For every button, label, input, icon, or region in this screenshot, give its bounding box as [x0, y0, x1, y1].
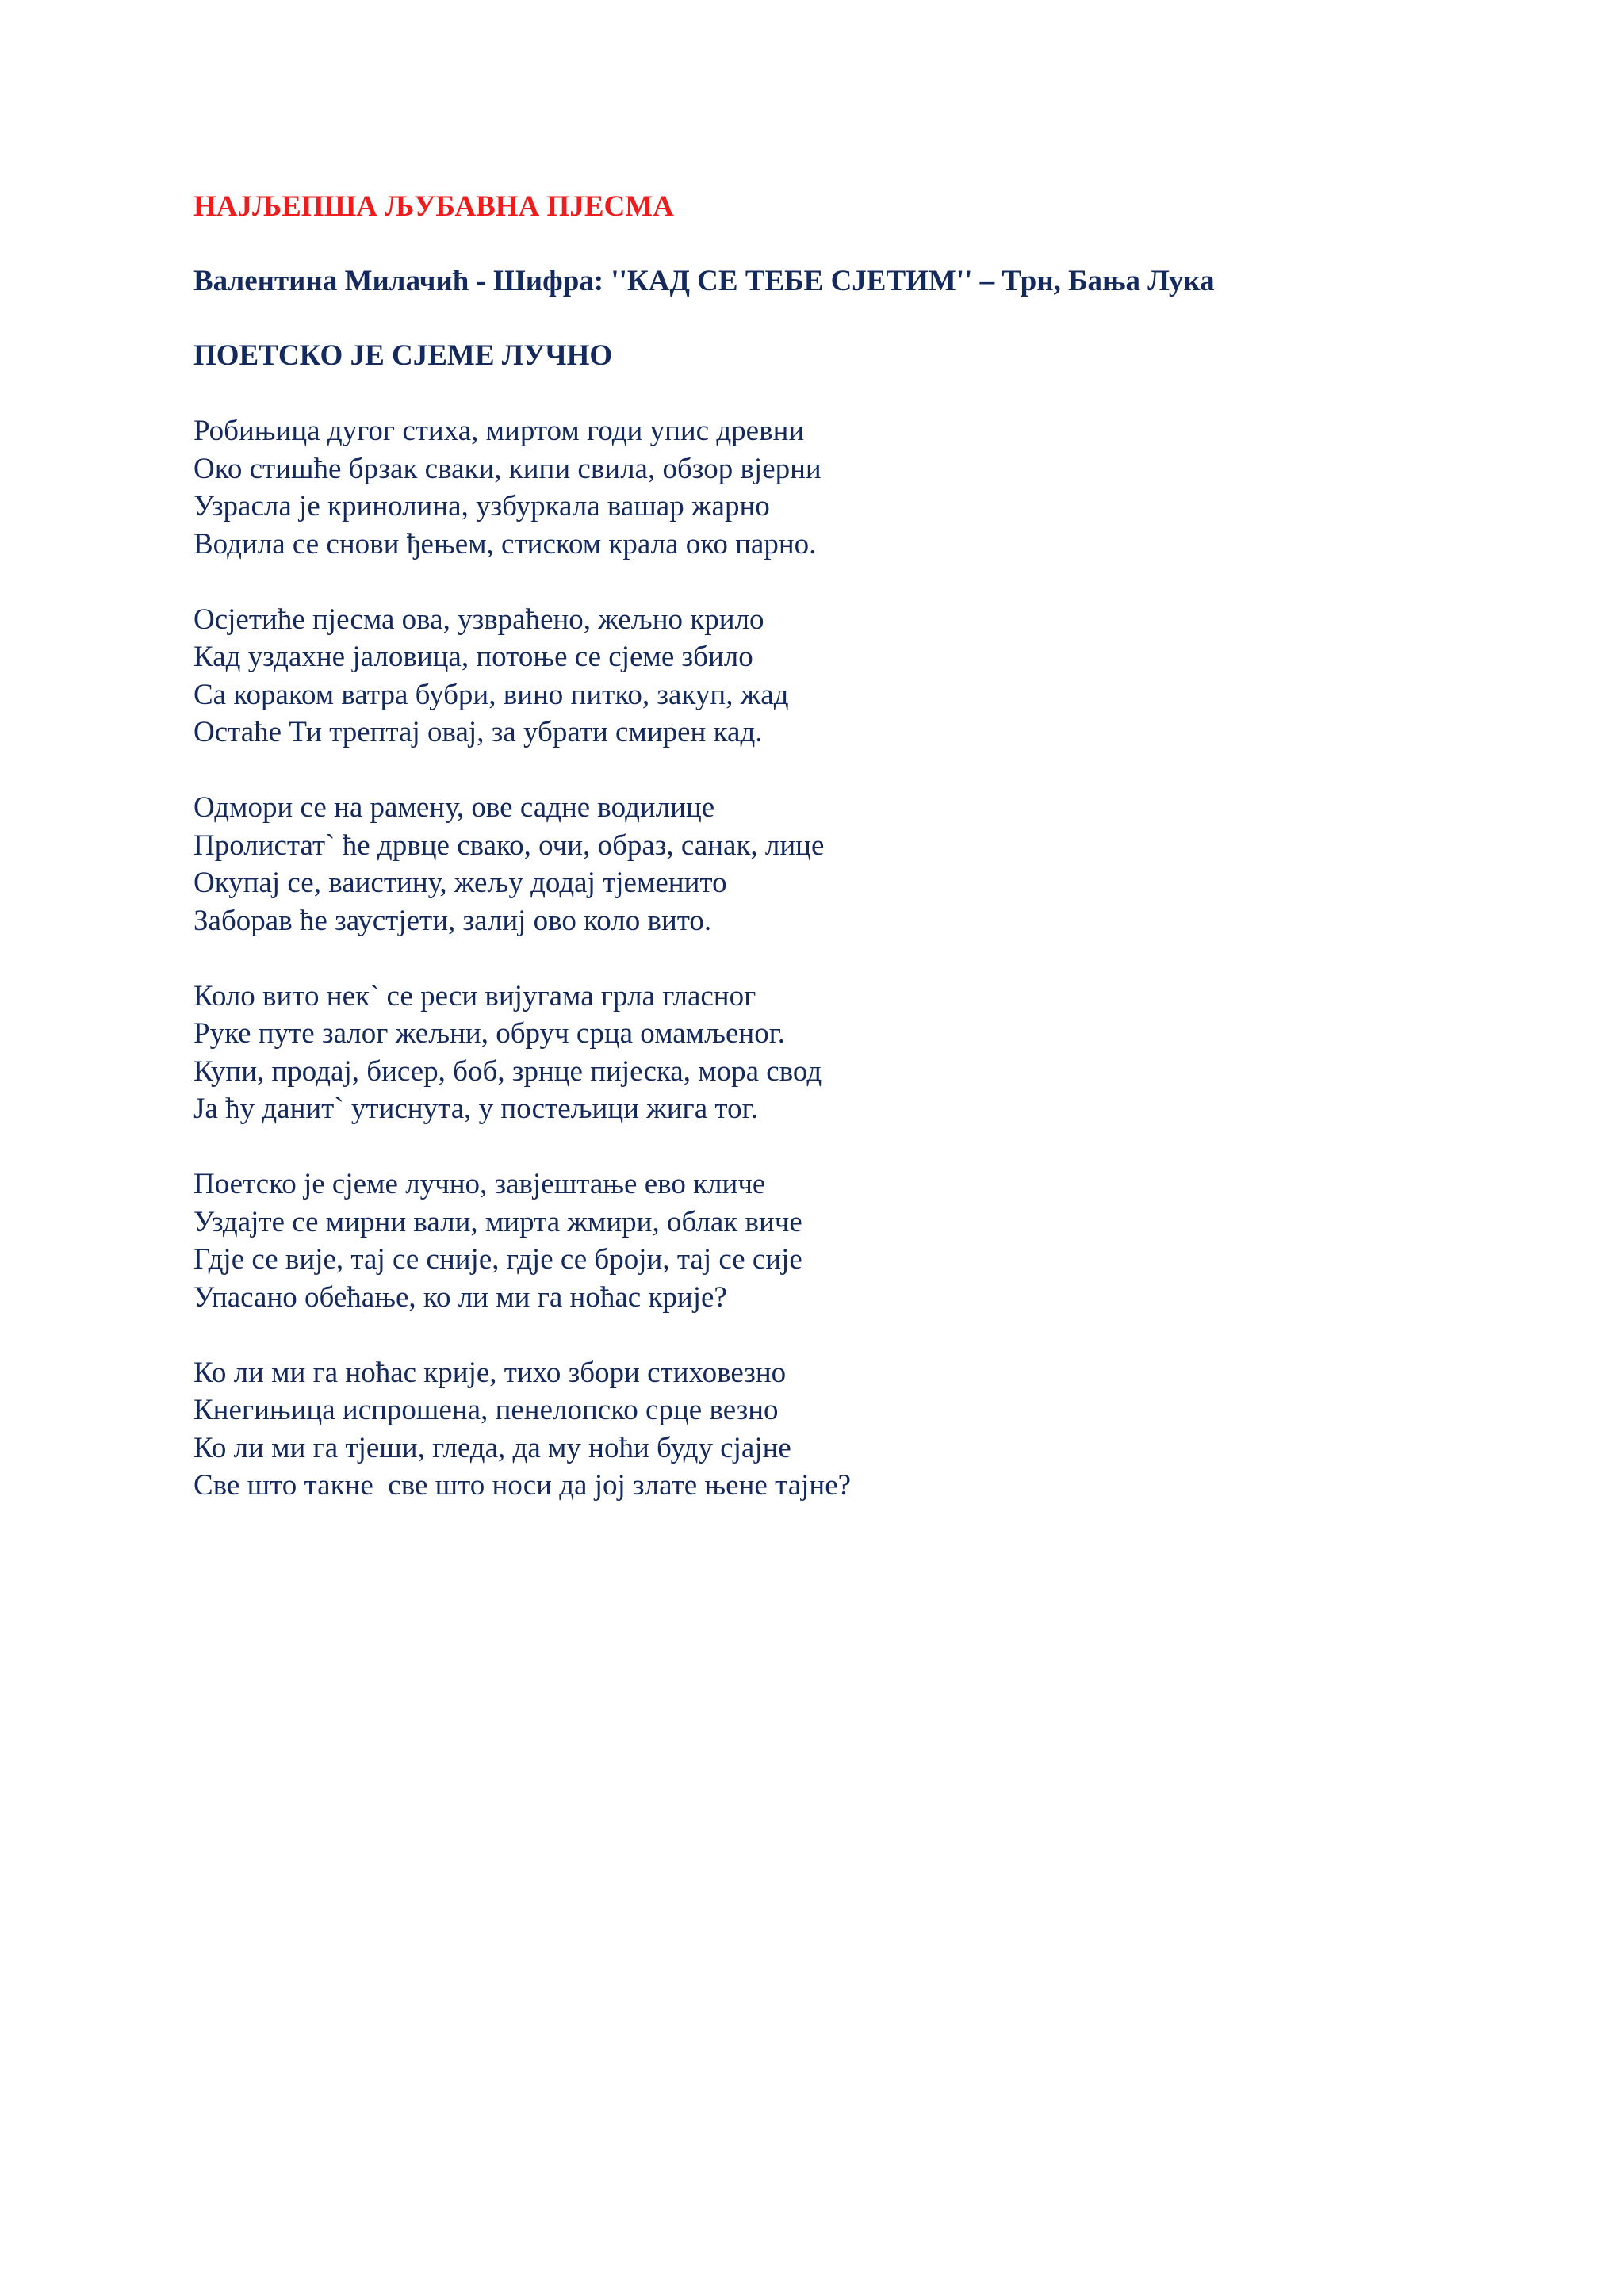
document-content	[193, 189, 1542, 1542]
poem-line: Кад уздахне јаловица, потоње се сјеме збило	[193, 641, 753, 673]
stanza-4	[193, 978, 1542, 1128]
poem-line: Купи, продај, бисер, боб, зрнце пијеска, мора свод	[193, 1054, 822, 1088]
poem-line: Са кораком ватра бубри, вино питко, закуп, жад	[193, 678, 789, 711]
poem-line: Одмори се на рамену, ове садне водилице	[193, 791, 715, 824]
competition-title: НАЈЉЕПША ЉУБАВНА ПЈЕСМА	[193, 190, 674, 223]
poem-line: Водила се снови ђењем, стиском крала око парно.	[193, 527, 817, 561]
poem-line: Ја ћу данит` утиснута, у постељици жига тог.	[193, 1093, 758, 1125]
poem-body	[193, 412, 1542, 1505]
poem-line: Заборав ће заустјети, залиј ово коло вито.	[193, 904, 712, 937]
poem-line: Око стишће брзак сваки, кипи свила, обзор вјерни	[193, 452, 822, 485]
poem-line: Поетско је сјеме лучно, завјештање ево кличе	[193, 1168, 766, 1200]
author-line: Валентина Милачић - Шифра: ''КАД СЕ ТЕБЕ СЈЕТИМ'' – Трн, Бања Лука	[193, 265, 1215, 297]
stanza-5	[193, 1165, 1542, 1316]
stanza-2	[193, 601, 1542, 752]
poem-line: Осјетиће пјесма ова, узвраћено, жељно крило	[193, 603, 764, 636]
poem-line: Остаће Ти трептај овај, за убрати смирен кад.	[193, 716, 763, 748]
poem-line: Окупај се, ваистину, жељу додај тјеменито	[193, 867, 727, 899]
stanza-6	[193, 1354, 1542, 1505]
poem-line: Кнегињица испрошена, пенелопско срце везно	[193, 1394, 779, 1426]
poem-line: Ко ли ми га тјеши, гледа, да му ноћи буду сјајне	[193, 1431, 791, 1464]
poem-line: Упасано обећање, ко ли ми га ноћас крије?	[193, 1280, 727, 1314]
poem-line: Руке путе залог жељни, обруч срца омамљеног.	[193, 1017, 785, 1050]
poem-line: Ко ли ми га ноћас крије, тихо збори стиховезно	[193, 1356, 787, 1389]
stanza-3	[193, 789, 1542, 939]
poem-line: Гдје се вије, тај се сније, гдје се броји, тај се сије	[193, 1243, 802, 1276]
poem-line: Све што такне све што носи да јој злате њене тајне?	[193, 1469, 852, 1502]
poem-line: Пролистат` ће дрвце свако, очи, образ, санак, лице	[193, 828, 825, 862]
poem-line: Узрасла је кринолина, узбуркала вашар жарно	[193, 490, 770, 522]
poem-line: Коло вито нек` се реси вијугама грла гласног	[193, 979, 756, 1012]
poem-title: ПОЕТСКО ЈЕ СЈЕМЕ ЛУЧНО	[193, 339, 613, 372]
poem-line: Робињица дугог стиха, миртом годи упис древни	[193, 415, 805, 447]
poem-line: Уздајте се мирни вали, мирта жмири, облак виче	[193, 1205, 802, 1238]
stanza-1	[193, 412, 1542, 563]
